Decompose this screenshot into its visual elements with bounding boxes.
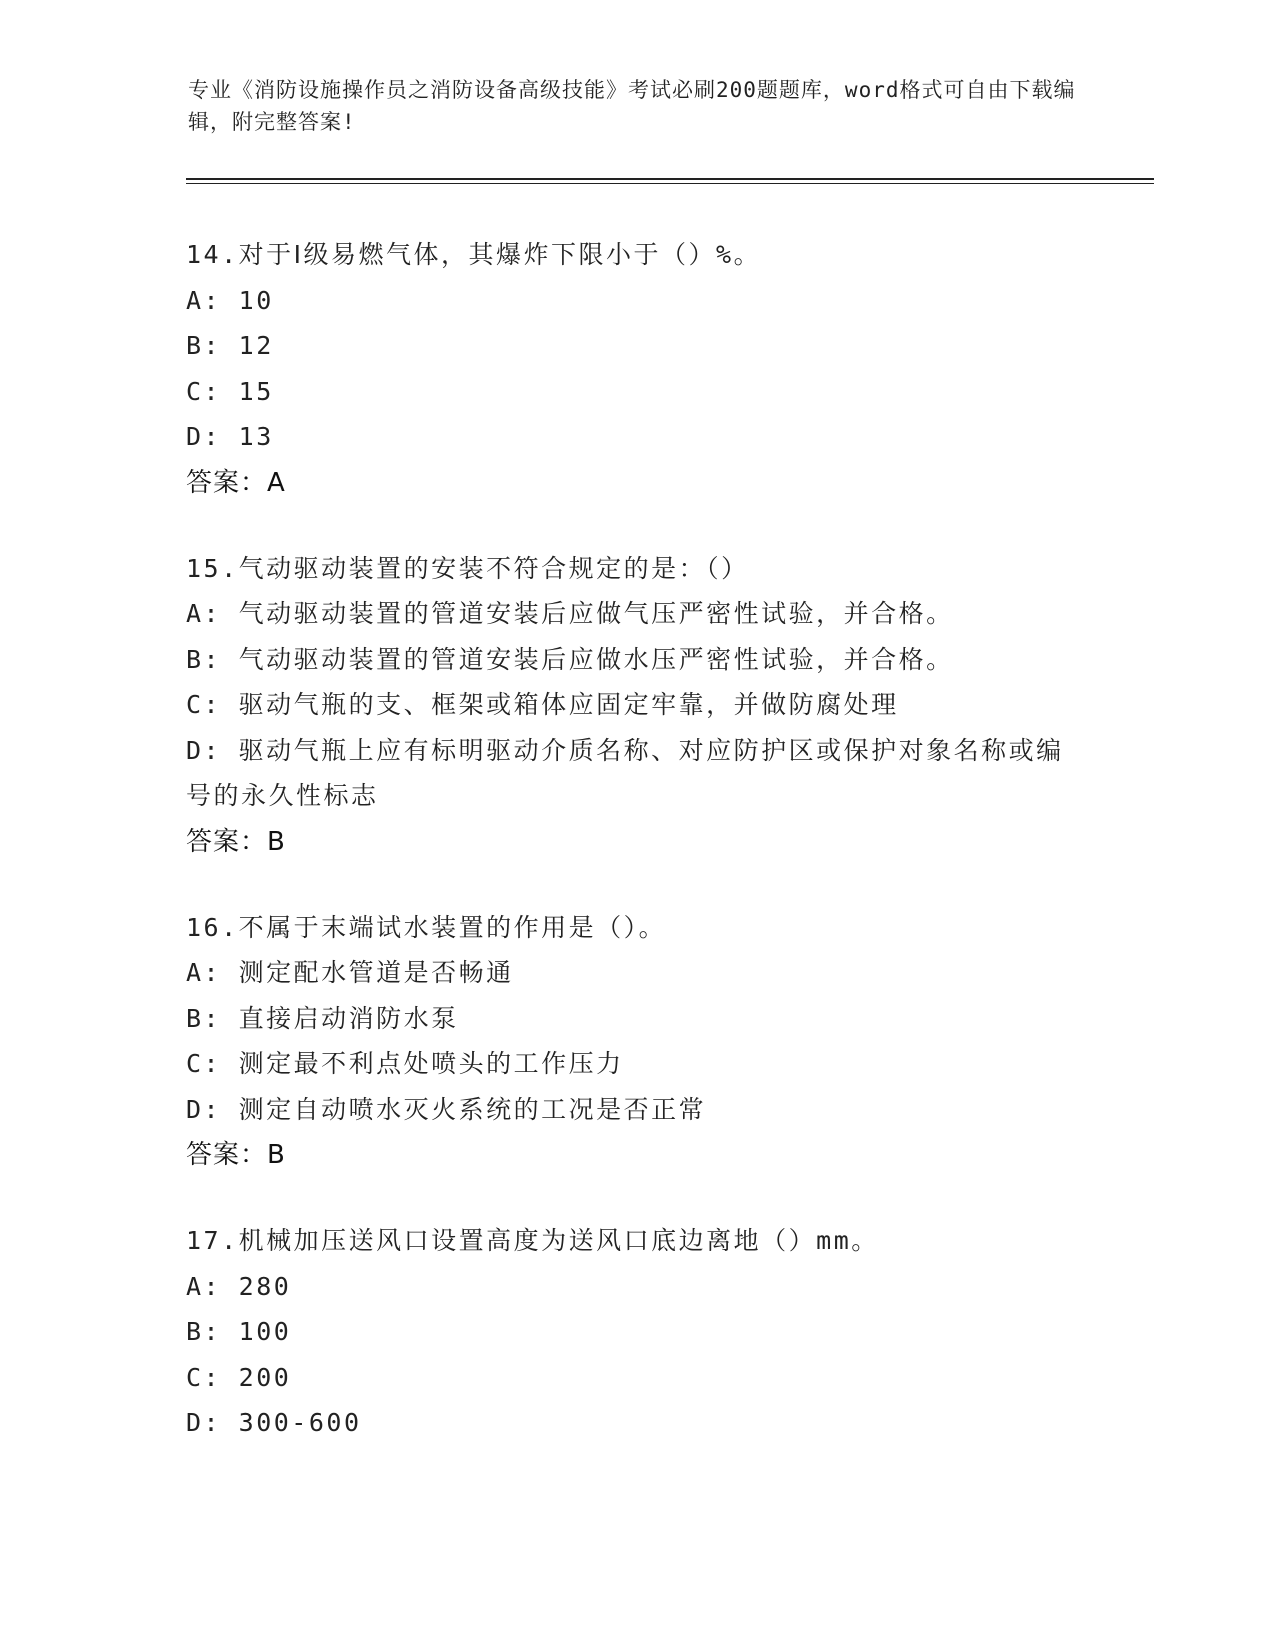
answer-line: 答案：B	[186, 826, 286, 857]
option-b: B: 12	[186, 331, 274, 360]
header-divider-thin	[186, 183, 1154, 184]
answer-line: 答案：A	[186, 467, 286, 498]
option-d: D: 驱动气瓶上应有标明驱动介质名称、对应防护区或保护对象名称或编号的永久性标志	[186, 735, 1064, 810]
question-stem: 16.不属于末端试水装置的作用是（）。	[186, 912, 667, 942]
option-b: B: 直接启动消防水泵	[186, 1003, 459, 1033]
question-list	[186, 232, 1086, 1486]
option-b: B: 气动驱动装置的管道安装后应做水压严密性试验，并合格。	[186, 644, 954, 674]
question-14	[186, 232, 1086, 506]
option-d: D: 300-600	[186, 1408, 362, 1437]
question-17	[186, 1218, 1086, 1446]
option-b: B: 100	[186, 1317, 292, 1346]
question-stem: 15.气动驱动装置的安装不符合规定的是：（）	[186, 553, 749, 583]
option-a: A: 气动驱动装置的管道安装后应做气压严密性试验，并合格。	[186, 599, 954, 628]
option-a: A: 测定配水管道是否畅通	[186, 958, 514, 987]
option-a: A: 10	[186, 285, 274, 315]
question-15	[186, 546, 1086, 865]
question-stem: 17.机械加压送风口设置高度为送风口底边离地（）mm。	[186, 1226, 879, 1255]
option-d: D: 13	[186, 422, 274, 451]
answer-line: 答案：B	[186, 1140, 286, 1170]
option-c: C: 驱动气瓶的支、框架或箱体应固定牢靠，并做防腐处理	[186, 690, 899, 719]
option-a: A: 280	[186, 1271, 292, 1301]
option-d: D: 测定自动喷水灭火系统的工况是否正常	[186, 1094, 707, 1124]
document-header: 专业《消防设施操作员之消防设备高级技能》考试必刷200题题库，word格式可自由下载编辑，附完整答案!	[188, 78, 1076, 134]
question-16	[186, 905, 1086, 1179]
option-c: C: 200	[186, 1362, 292, 1392]
header-divider-thick	[186, 178, 1154, 180]
question-stem: 14.对于Ⅰ级易燃气体，其爆炸下限小于（）%。	[186, 240, 762, 269]
option-c: C: 15	[186, 376, 274, 406]
option-c: C: 测定最不利点处喷头的工作压力	[186, 1049, 624, 1078]
